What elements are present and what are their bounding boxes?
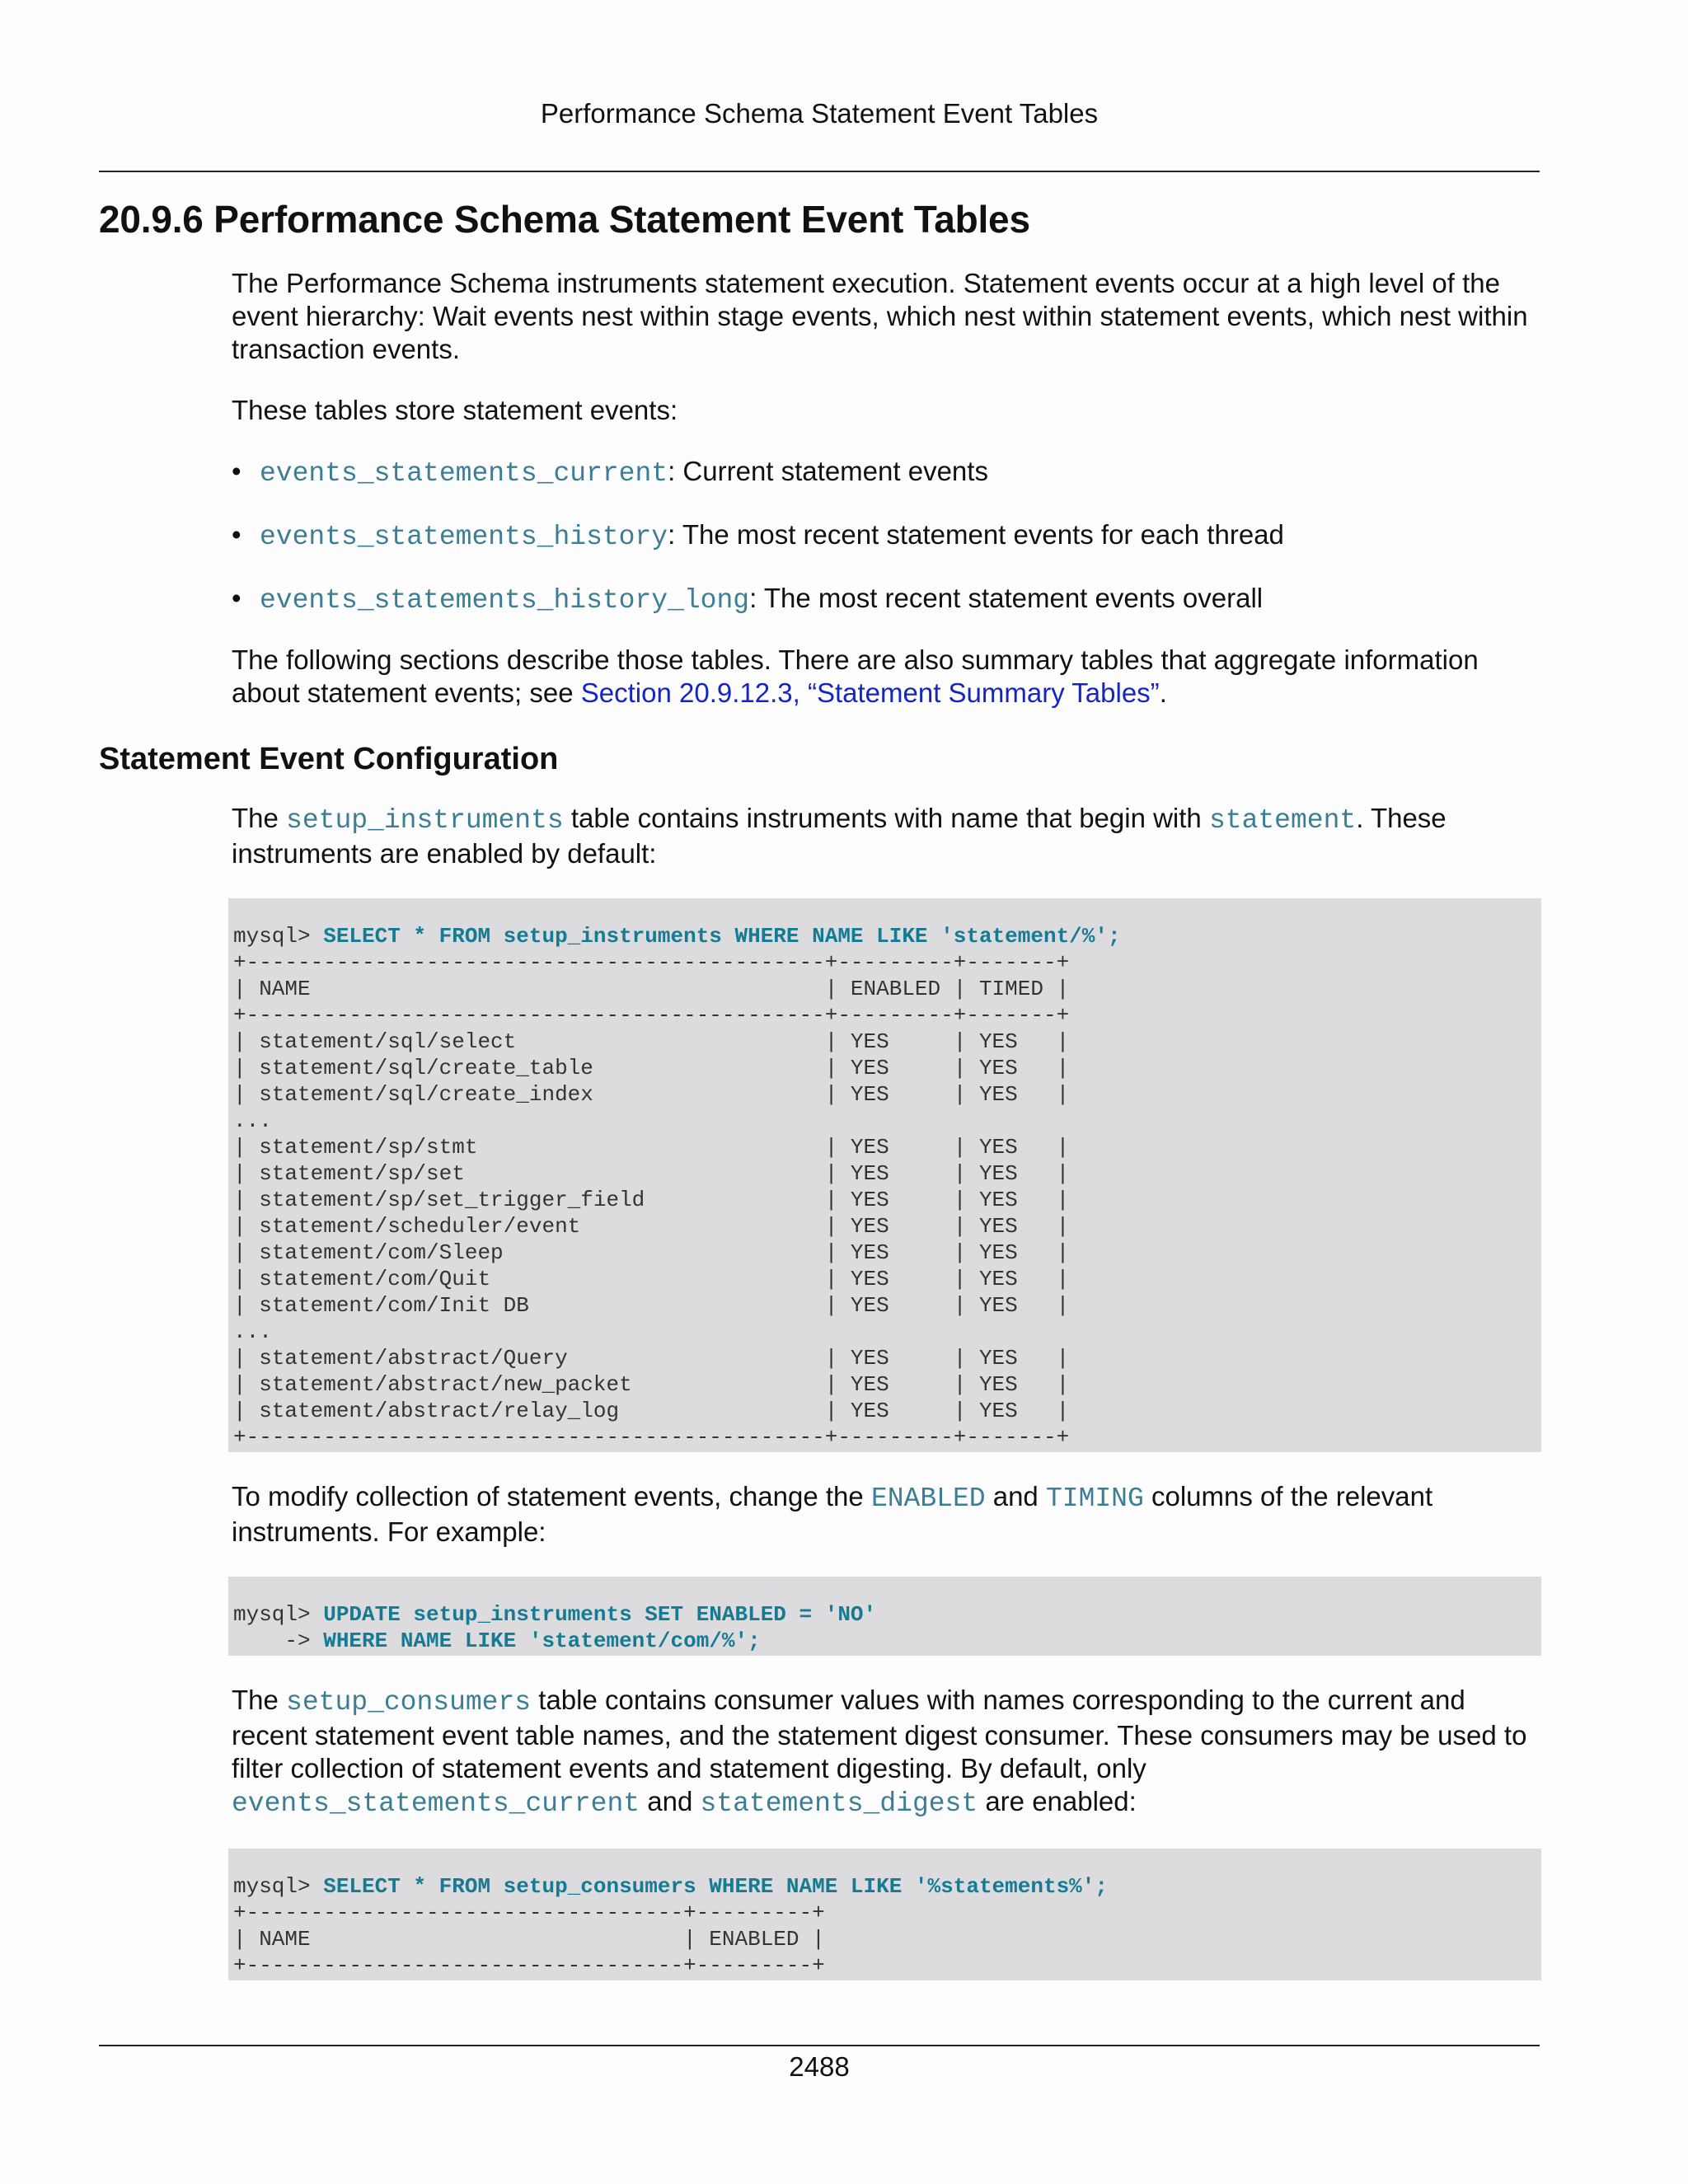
page-number: 2488 (789, 2051, 850, 2082)
modify-paragraph (232, 1480, 1534, 1549)
text: . These instruments are enabled by default: (232, 803, 1447, 869)
following-end: . (1159, 677, 1167, 708)
code-line: | statement/com/Sleep | YES | YES | (233, 1240, 1070, 1265)
timing-column-literal: TIMING (1045, 1483, 1144, 1514)
config-body (232, 802, 1534, 1980)
code-command: WHERE NAME LIKE 'statement/com/%'; (323, 1629, 761, 1653)
code-block-consumers (228, 1849, 1541, 1980)
text: and (640, 1786, 701, 1816)
code-command: SELECT * FROM setup_consumers WHERE NAME LIKE '%statements%'; (323, 1874, 1108, 1899)
code-line: | statement/com/Init DB | YES | YES | (233, 1293, 1070, 1318)
code-command-line (233, 1601, 1541, 1628)
intro-paragraph: The Performance Schema instruments statement execution. Statement events occur at a high level of the event hierarchy: Wait events nest within stage events, which nest within statement events, which nest within transaction events. (232, 268, 1528, 364)
text: table contains consumer values with names corresponding to the current and recent statement event table names, and the statement digest consumer. These consumers may be used to filter collection of statement events and statement digesting. By default, only (232, 1685, 1527, 1783)
code-line: | statement/abstract/Query | YES | YES | (233, 1346, 1070, 1371)
code-line: +----------------------------------+---------+ (233, 1900, 825, 1925)
code-prompt: mysql> (233, 924, 324, 949)
bullet-icon: • (232, 519, 241, 550)
code-prompt: -> (233, 1629, 324, 1653)
code-line: +----------------------------------+---------+ (233, 1953, 825, 1978)
code-line: | statement/sp/set_trigger_field | YES | YES | (233, 1188, 1070, 1212)
text: columns of the relevant instruments. For example: (232, 1481, 1433, 1547)
code-command-line (233, 923, 1541, 949)
code-prompt: mysql> (233, 1602, 324, 1627)
code-prompt: mysql> (233, 1874, 324, 1899)
enabled-column-literal: ENABLED (870, 1483, 986, 1514)
following-paragraph (232, 644, 1534, 710)
page-content (99, 193, 1541, 1980)
code-block-instruments (228, 898, 1541, 1452)
list-item (232, 582, 1534, 617)
list-item (232, 455, 1534, 490)
config-heading: Statement Event Configuration (99, 742, 559, 776)
text: are enabled: (978, 1786, 1137, 1816)
code-line: ... (233, 1319, 272, 1344)
statement-literal: statement (1208, 805, 1357, 836)
code-line: +---------------------------------------------+---------+-------+ (233, 1425, 1070, 1450)
code-continuation-line (233, 1628, 1541, 1654)
setup-instruments-link[interactable]: setup_instruments (286, 805, 564, 836)
code-command-line (233, 1873, 1541, 1900)
code-output (233, 949, 1541, 1451)
text: The (232, 803, 287, 833)
section-body (232, 267, 1534, 710)
list-item (232, 518, 1534, 554)
code-line: | NAME | ENABLED | (233, 1927, 825, 1952)
table-list (232, 455, 1534, 617)
table-description: : Current statement events (668, 456, 988, 486)
table-name-link[interactable]: events_statements_history_long (260, 585, 750, 616)
code-line: | statement/sql/create_index | YES | YES | (233, 1082, 1070, 1107)
code-line: +---------------------------------------------+---------+-------+ (233, 950, 1070, 975)
following-text: The following sections describe those tables. There are also summary tables that aggregate information about statement events; see (232, 644, 1479, 708)
running-head: Performance Schema Statement Event Tables (540, 98, 1099, 129)
code-line: | statement/abstract/new_packet | YES | YES | (233, 1372, 1070, 1397)
text: The (232, 1685, 287, 1715)
text: and (985, 1481, 1046, 1511)
code-line: ... (233, 1108, 272, 1133)
tables-intro: These tables store statement events: (232, 395, 678, 425)
table-name-link[interactable]: events_statements_history (260, 522, 668, 552)
code-block-update (228, 1577, 1541, 1656)
code-command: UPDATE setup_instruments SET ENABLED = 'NO' (323, 1602, 877, 1627)
setup-consumers-link[interactable]: setup_consumers (286, 1687, 532, 1718)
code-line: | statement/sql/select | YES | YES | (233, 1029, 1070, 1054)
table-description: : The most recent statement events overall (749, 583, 1264, 613)
code-output (233, 1900, 1541, 1979)
code-line: +---------------------------------------------+---------+-------+ (233, 1003, 1070, 1028)
code-line: | statement/sp/stmt | YES | YES | (233, 1135, 1070, 1160)
code-line: | statement/com/Quit | YES | YES | (233, 1267, 1070, 1291)
code-line: | NAME | ENABLED | TIMED | (233, 977, 1070, 1001)
text: table contains instruments with name that begin with (563, 803, 1209, 833)
statements-digest-literal: statements_digest (700, 1788, 978, 1819)
bullet-icon: • (232, 456, 241, 486)
table-description: : The most recent statement events for each thread (668, 519, 1284, 550)
text: To modify collection of statement events, change the (232, 1481, 871, 1511)
code-line: | statement/abstract/relay_log | YES | YES | (233, 1399, 1070, 1423)
footer-rule (99, 2045, 1540, 2046)
code-command: SELECT * FROM setup_instruments WHERE NAME LIKE 'statement/%'; (323, 924, 1121, 949)
config-paragraph (232, 802, 1534, 870)
consumers-paragraph (232, 1684, 1534, 1821)
bullet-icon: • (232, 583, 241, 613)
summary-tables-link[interactable]: Section 20.9.12.3, “Statement Summary Tables” (580, 677, 1160, 708)
header-rule (99, 171, 1540, 172)
table-name-link[interactable]: events_statements_current (260, 458, 668, 489)
code-line: | statement/scheduler/event | YES | YES | (233, 1214, 1070, 1239)
events-statements-current-link[interactable]: events_statements_current (232, 1788, 640, 1819)
section-title: 20.9.6 Performance Schema Statement Event Tables (99, 198, 1030, 241)
code-line: | statement/sql/create_table | YES | YES | (233, 1056, 1070, 1080)
code-line: | statement/sp/set | YES | YES | (233, 1161, 1070, 1186)
